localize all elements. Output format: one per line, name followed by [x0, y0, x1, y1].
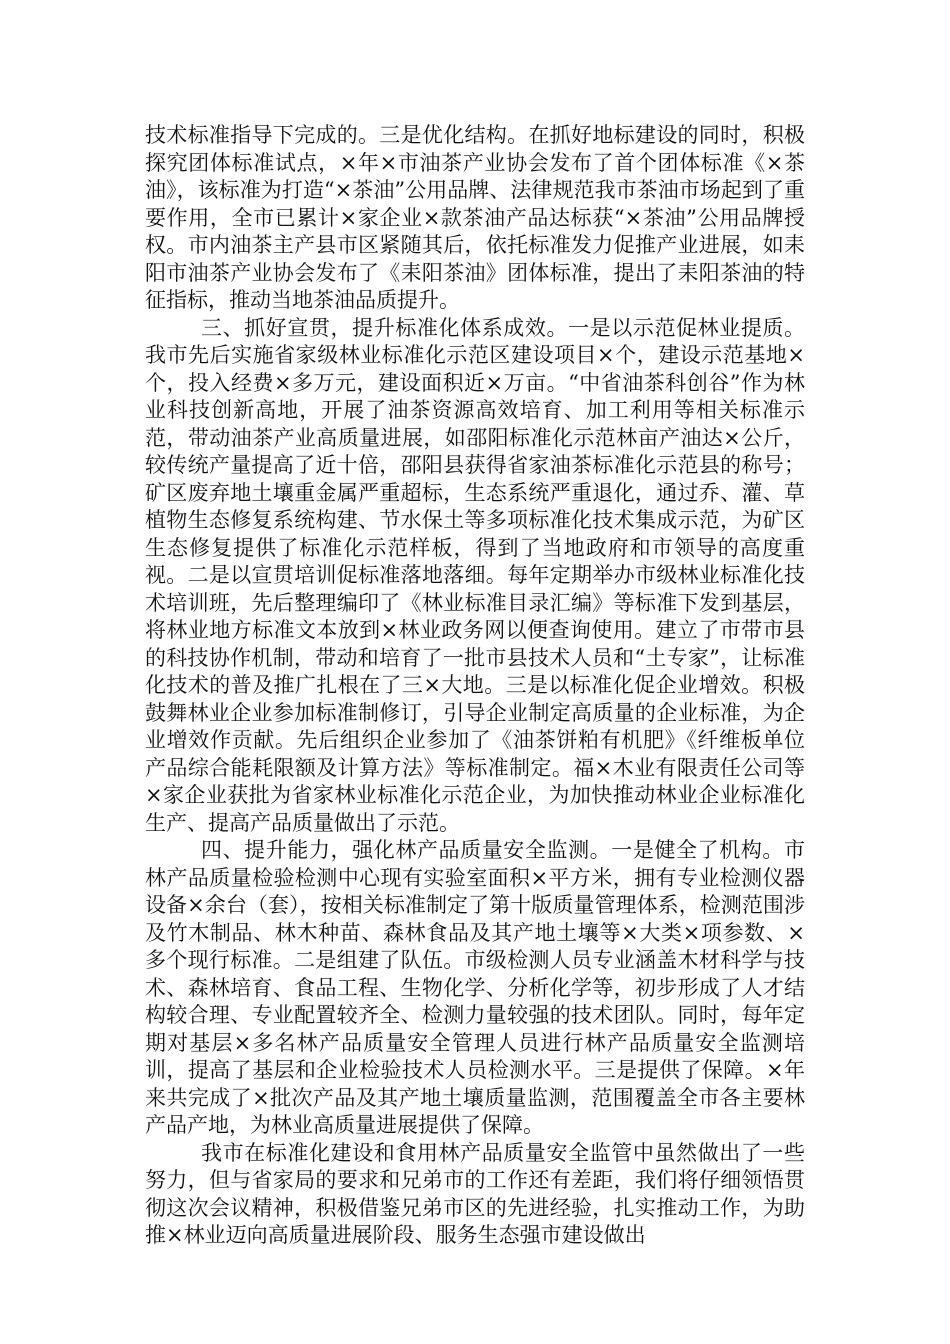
document-body — [145, 122, 805, 1250]
paragraph-section-three: 三、抓好宣贯，提升标准化体系成效。一是以示范促林业提质。我市先后实施省家级林业标准化示范区建设项目×个，建设示范基地×个，投入经费×多万元，建设面积近×万亩。“中省油茶科创谷”作为林业科技创新高地，开展了油茶资源高效培育、加工利用等相关标准示范，带动油茶产业高质量进展，如邵阳标准化示范林亩产油达×公斤，较传统产量提高了近十倍，邵阳县获得省家油茶标准化示范县的称号；矿区废弃地土壤重金属严重超标，生态系统严重退化，通过乔、灌、草植物生态修复系统构建、节水保土等多项标准化技术集成示范，为矿区生态修复提供了标准化示范样板，得到了当地政府和市领导的高度重视。二是以宣贯培训促标准落地落细。每年定期举办市级林业标准化技术培训班，先后整理编印了《林业标准目录汇编》等标准下发到基层，将林业地方标准文本放到×林业政务网以便查询使用。建立了市带市县的科技协作机制，带动和培育了一批市县技术人员和“土专家”，让标准化技术的普及推广扎根在了三×大地。三是以标准化促企业增效。积极鼓舞林业企业参加标准制修订，引导企业制定高质量的企业标准，为企业增效作贡献。先后组织企业参加了《油茶饼粕有机肥》《纤维板单位产品综合能耗限额及计算方法》等标准制定。福×木业有限责任公司等×家企业获批为省家林业标准化示范企业，为加快推动林业企业标准化生产、提高产品质量做出了示范。 — [145, 315, 805, 835]
paragraph-continuation: 技术标准指导下完成的。三是优化结构。在抓好地标建设的同时，积极探究团体标准试点，×年×市油茶产业协会发布了首个团体标准《×茶油》，该标准为打造“×茶油”公用品牌、法律规范我市茶油市场起到了重要作用，全市已累计×家企业×款茶油产品达标获“×茶油”公用品牌授权。市内油茶主产县市区紧随其后，依托标准发力促推产业进展，如耒阳市油茶产业协会发布了《耒阳茶油》团体标准，提出了耒阳茶油的特征指标，推动当地茶油品质提升。 — [145, 123, 805, 312]
paragraph-section-four: 四、提升能力，强化林产品质量安全监测。一是健全了机构。市林产品质量检验检测中心现有实验室面积×平方米，拥有专业检测仪器设备×余台（套），按相关标准制定了第十版质量管理体系，检测范围涉及竹木制品、林木种苗、森林食品及其产地土壤等×大类×项参数、×多个现行标准。二是组建了队伍。市级检测人员专业涵盖木材科学与技术、森林培育、食品工程、生物化学、分析化学等，初步形成了人才结构较合理、专业配置较齐全、检测力量较强的技术团队。同时，每年定期对基层×多名林产品质量安全管理人员进行林产品质量安全监测培训，提高了基层和企业检验技术人员检测水平。三是提供了保障。×年来共完成了×批次产品及其产地土壤质量监测，范围覆盖全市各主要林产品产地，为林业高质量进展提供了保障。 — [145, 838, 805, 1137]
paragraph-conclusion: 我市在标准化建设和食用林产品质量安全监管中虽然做出了一些努力，但与省家局的要求和兄弟市的工作还有差距，我们将仔细领悟贯彻这次会议精神，积极借鉴兄弟市区的先进经验，扎实推动工作，为助推×林业迈向高质量进展阶段、服务生态强市建设做出 — [145, 1140, 805, 1247]
